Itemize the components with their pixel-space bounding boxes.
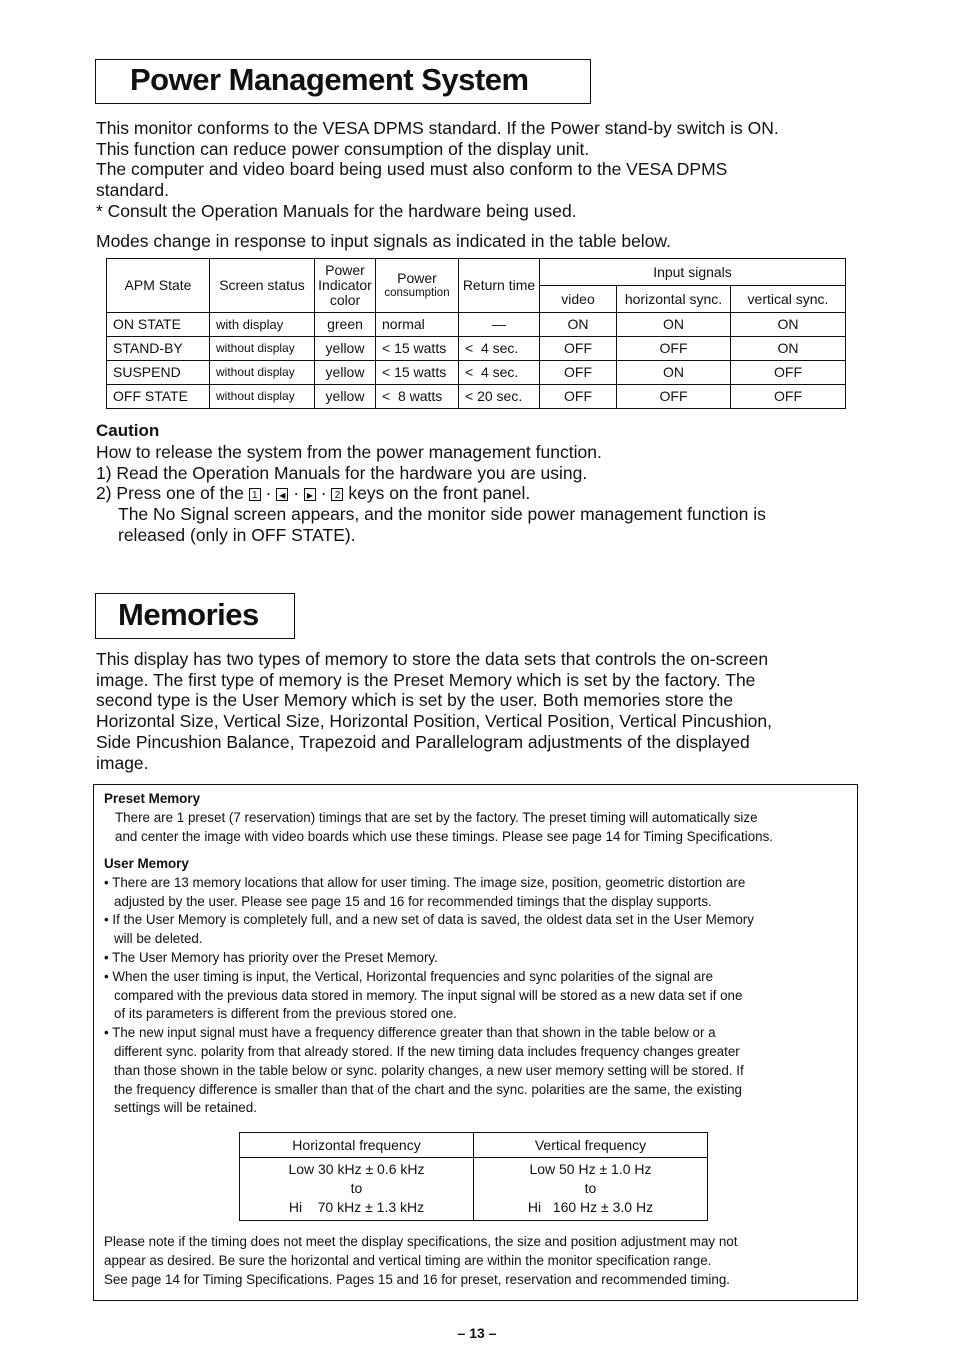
caution-line: The No Signal screen appears, and the monitor side power management function is xyxy=(118,504,766,525)
freq-h-low: Low 30 kHz ± 0.6 kHz xyxy=(288,1161,425,1177)
apm-cell-screen: without display xyxy=(210,385,315,409)
mem-intro-line: This display has two types of memory to store the data sets that controls the on-screen xyxy=(96,649,769,669)
apm-cell-video: OFF xyxy=(540,385,617,409)
apm-cell-power: normal xyxy=(376,313,459,337)
apm-header-state: APM State xyxy=(107,259,210,313)
apm-cell-state: OFF STATE xyxy=(107,385,210,409)
caution-line-post: keys on the front panel. xyxy=(348,483,531,504)
user-line: • The new input signal must have a frequency difference greater than that shown in the table below or a xyxy=(104,1025,716,1041)
preset-line: and center the image with video boards which use these timings. Please see page 14 for Timing Specifications. xyxy=(115,828,773,844)
key-separator: · xyxy=(265,483,272,504)
preset-memory-section xyxy=(104,790,773,846)
apm-header-consumption-line: Power xyxy=(397,269,437,286)
caution-heading: Caution xyxy=(96,421,160,440)
note-line: See page 14 for Timing Specifications. Pages 15 and 16 for preset, reservation and recommended timing. xyxy=(104,1271,730,1287)
key-right-icon: ▶ xyxy=(304,488,316,501)
apm-cell-color: yellow xyxy=(315,337,376,361)
apm-row xyxy=(107,361,846,385)
freq-v-low: Low 50 Hz ± 1.0 Hz xyxy=(529,1161,652,1177)
apm-table xyxy=(106,258,846,409)
user-line: of its parameters is different from the previous stored one. xyxy=(114,1006,457,1022)
mem-intro-line: image. The first type of memory is the Preset Memory which is set by the factory. The xyxy=(96,669,756,690)
apm-cell-vsync: OFF xyxy=(731,385,846,409)
apm-cell-hsync: OFF xyxy=(617,385,731,409)
pm-intro-line: * Consult the Operation Manuals for the hardware being used. xyxy=(96,200,577,221)
pm-title: Power Management System xyxy=(130,62,529,97)
apm-cell-vsync: ON xyxy=(731,337,846,361)
freq-h-to: to xyxy=(350,1180,363,1196)
mem-intro-line: second type is the User Memory which is set by the user. Both memories store the xyxy=(96,690,734,711)
pm-intro-line: standard. xyxy=(96,180,169,201)
apm-cell-vsync: OFF xyxy=(731,361,846,385)
apm-row xyxy=(107,313,846,337)
apm-cell-return: < 4 sec. xyxy=(459,361,540,385)
user-line: • When the user timing is input, the Vertical, Horizontal frequencies and sync polarities of the signal are xyxy=(104,968,714,984)
freq-v-to: to xyxy=(584,1180,597,1196)
page-number: – 13 – xyxy=(457,1325,497,1341)
user-line: compared with the previous data stored in memory. The input signal will be stored as a new data set if one xyxy=(114,987,743,1003)
apm-cell-power: < 15 watts xyxy=(376,337,459,361)
apm-header-input-signals: Input signals xyxy=(540,259,846,286)
user-memory-section xyxy=(104,855,754,1118)
freq-cell-horizontal xyxy=(240,1158,474,1221)
apm-cell-vsync: ON xyxy=(731,313,846,337)
user-heading: User Memory xyxy=(104,856,189,871)
caution-line: released (only in OFF STATE). xyxy=(118,524,356,545)
apm-header-indicator xyxy=(315,259,376,313)
apm-cell-color: yellow xyxy=(315,361,376,385)
apm-cell-state: STAND-BY xyxy=(107,337,210,361)
caution-text xyxy=(96,442,766,546)
pm-intro-line: This monitor conforms to the VESA DPMS standard. If the Power stand-by switch is ON. xyxy=(96,118,779,138)
apm-header-indicator-line: Power xyxy=(325,262,365,278)
caution-line-keys xyxy=(96,483,766,504)
user-line: • The User Memory has priority over the Preset Memory. xyxy=(104,949,438,965)
caution-line-pre: 2) Press one of the xyxy=(96,483,244,504)
note-line: Please note if the timing does not meet the display specifications, the size and position adjustment may not xyxy=(104,1234,738,1249)
user-line: the frequency difference is smaller than that of the chart and the sync. polarities are the same, the existing xyxy=(114,1081,742,1097)
apm-cell-color: green xyxy=(315,313,376,337)
apm-cell-return: < 20 sec. xyxy=(459,385,540,409)
freq-header-horizontal: Horizontal frequency xyxy=(240,1133,474,1158)
pm-modes-line: Modes change in response to input signals as indicated in the table below. xyxy=(96,231,671,251)
apm-cell-screen: without display xyxy=(210,361,315,385)
apm-header-indicator-line: Indicator xyxy=(318,277,372,293)
freq-v-hi: Hi 160 Hz ± 3.0 Hz xyxy=(527,1199,654,1215)
freq-header-vertical: Vertical frequency xyxy=(474,1133,708,1158)
caution-line: How to release the system from the power management function. xyxy=(96,442,602,462)
apm-cell-video: OFF xyxy=(540,337,617,361)
apm-cell-screen: with display xyxy=(210,313,315,337)
apm-cell-power: < 15 watts xyxy=(376,361,459,385)
user-line: • There are 13 memory locations that allow for user timing. The image size, position, geometric distortion are xyxy=(104,874,746,890)
mem-title: Memories xyxy=(118,597,259,632)
apm-row xyxy=(107,337,846,361)
freq-h-hi: Hi 70 kHz ± 1.3 kHz xyxy=(288,1199,425,1215)
frequency-table xyxy=(239,1132,708,1221)
user-line: will be deleted. xyxy=(114,931,203,947)
apm-cell-color: yellow xyxy=(315,385,376,409)
apm-header-video: video xyxy=(540,286,617,313)
freq-cell-vertical xyxy=(474,1158,708,1221)
apm-cell-screen: without display xyxy=(210,337,315,361)
key-1-icon: 1 xyxy=(249,488,261,501)
pm-intro xyxy=(96,118,779,222)
apm-header-screen: Screen status xyxy=(210,259,315,313)
apm-cell-hsync: ON xyxy=(617,313,731,337)
key-separator: · xyxy=(320,483,327,504)
user-line: • If the User Memory is completely full, and a new set of data is saved, the oldest data set in the User Memory xyxy=(104,912,754,928)
preset-heading: Preset Memory xyxy=(104,791,201,806)
key-2-icon: 2 xyxy=(331,488,343,501)
apm-row xyxy=(107,385,846,409)
apm-cell-video: OFF xyxy=(540,361,617,385)
user-line: than those shown in the table below or sync. polarity changes, a new user memory setting will be stored. If xyxy=(114,1062,744,1078)
user-line: adjusted by the user. Please see page 15 and 16 for recommended timings that the display supports. xyxy=(114,893,712,909)
key-left-icon: ◀ xyxy=(276,488,288,501)
apm-header-hsync: horizontal sync. xyxy=(617,286,731,313)
apm-cell-video: ON xyxy=(540,313,617,337)
key-separator: · xyxy=(293,483,300,504)
pm-intro-line: The computer and video board being used must also conform to the VESA DPMS xyxy=(96,159,728,180)
mem-intro-line: Horizontal Size, Vertical Size, Horizontal Position, Vertical Position, Vertical Pincushion, xyxy=(96,711,773,732)
pm-intro-line: This function can reduce power consumption of the display unit. xyxy=(96,138,590,159)
mem-intro-line: image. xyxy=(96,752,149,773)
apm-cell-power: < 8 watts xyxy=(376,385,459,409)
preset-line: There are 1 preset (7 reservation) timings that are set by the factory. The preset timing will automatically size xyxy=(115,809,758,825)
apm-cell-return: < 4 sec. xyxy=(459,337,540,361)
apm-header-consumption xyxy=(376,259,459,313)
user-line: different sync. polarity from that already stored. If the new timing data includes frequency changes greater xyxy=(114,1043,740,1059)
note-line: appear as desired. Be sure the horizontal and vertical timing are within the monitor specification range. xyxy=(104,1252,712,1268)
apm-header-vsync: vertical sync. xyxy=(731,286,846,313)
apm-cell-state: SUSPEND xyxy=(107,361,210,385)
apm-header-indicator-line: color xyxy=(329,292,361,308)
apm-header-consumption-line: consumption xyxy=(384,286,450,299)
timing-note xyxy=(104,1233,737,1289)
user-line: settings will be retained. xyxy=(114,1100,257,1116)
apm-cell-hsync: ON xyxy=(617,361,731,385)
apm-header-return: Return time xyxy=(459,259,540,313)
mem-intro xyxy=(96,649,772,773)
apm-cell-state: ON STATE xyxy=(107,313,210,337)
mem-intro-line: Side Pincushion Balance, Trapezoid and Parallelogram adjustments of the displayed xyxy=(96,731,750,752)
caution-line: 1) Read the Operation Manuals for the hardware you are using. xyxy=(96,462,588,483)
apm-cell-return: — xyxy=(459,313,540,337)
apm-cell-hsync: OFF xyxy=(617,337,731,361)
